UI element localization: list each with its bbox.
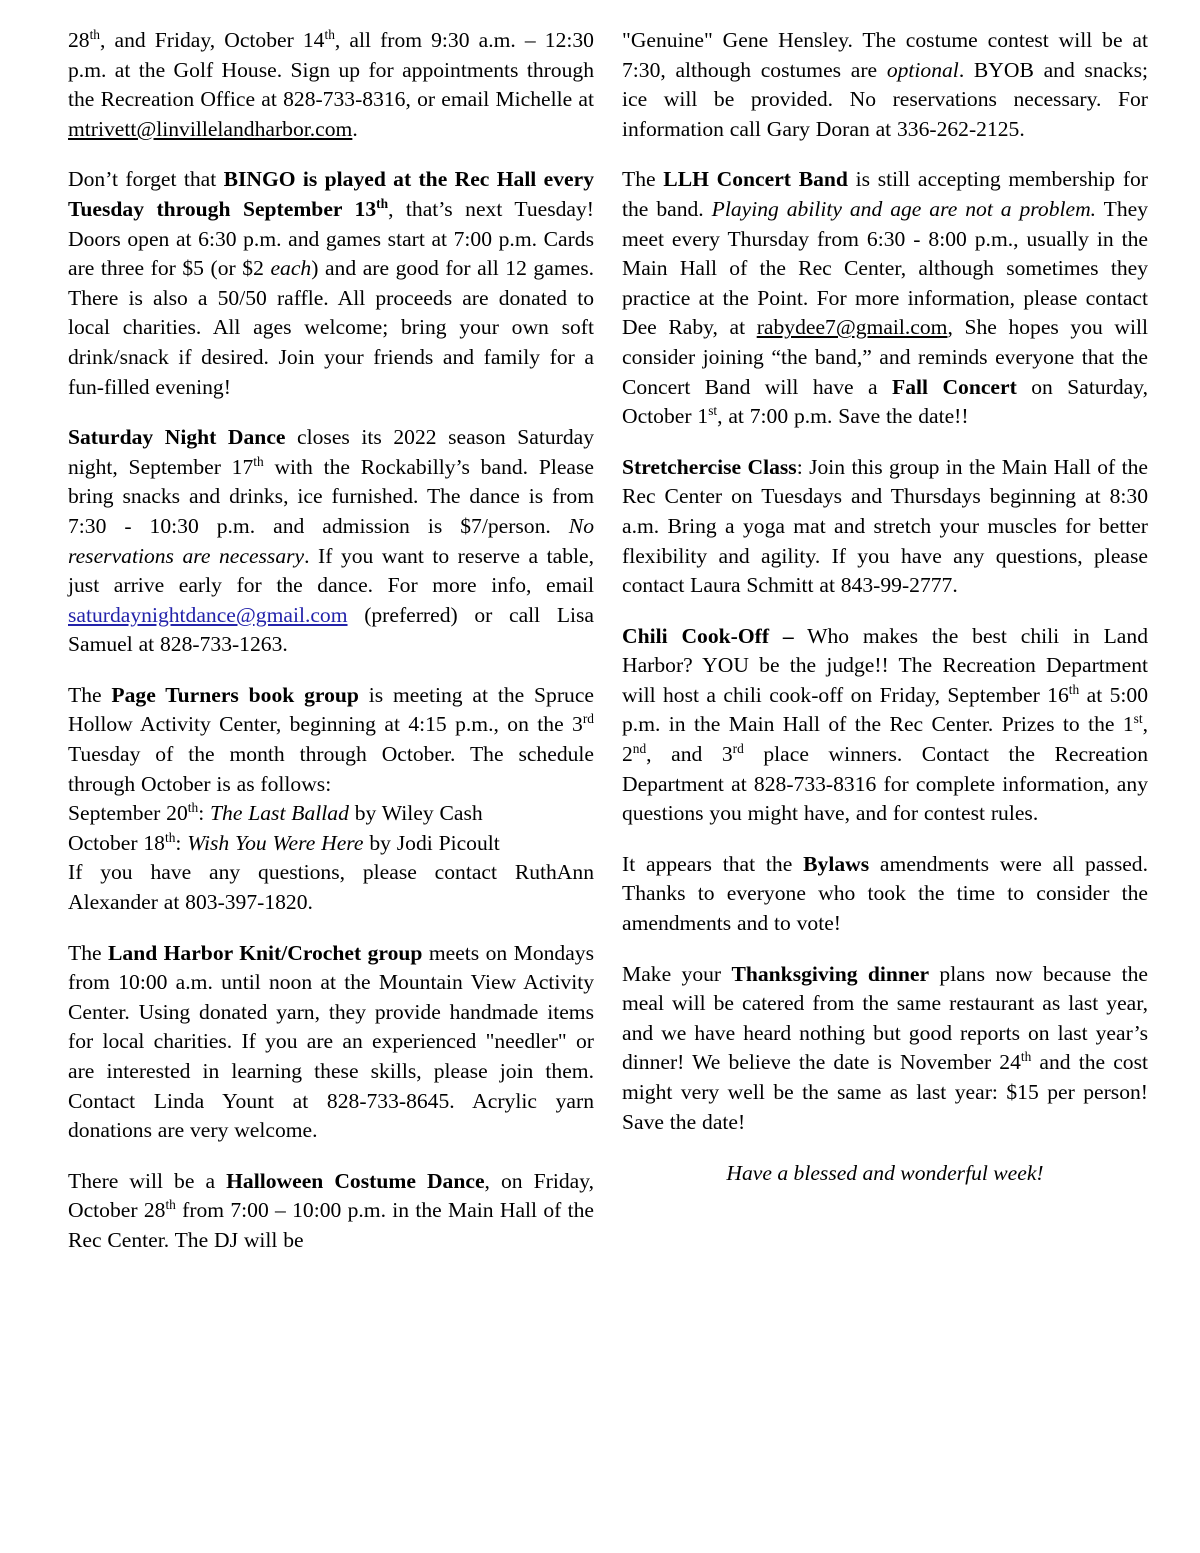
paragraph-page-turners-october: October 18th: Wish You Were Here by Jodi Picoult [68,829,500,855]
paragraph-bylaws: It appears that the Bylaws amendments were all passed. Thanks to everyone who took the time to consider the amendments and to vote! [622,851,1148,936]
right-column [622,26,1148,1189]
paragraph-saturday-night-dance: Saturday Night Dance closes its 2022 season Saturday night, September 17th with the Rockabilly’s band. Please bring snacks and drinks, ice furnished. The dance is from 7:30 - 10:30 p.m. and admission is $7/person. No reservations are necessary. If you want to reserve a table, just arrive early for the dance. For more info, email saturdaynightdance@gmail.com (preferred) or call Lisa Samuel at 828-733-1263. [68,425,594,657]
left-column [68,26,594,1277]
paragraph-golf-house-signup: 28th, and Friday, October 14th, all from 9:30 a.m. – 12:30 p.m. at the Golf House. Sign up for appointments through the Recreation Office at 828-733-8316, or email Michelle at mtrivett@linvillelandharbor.com. [68,26,594,141]
paragraph-llh-concert-band: The LLH Concert Band is still accepting membership for the band. Playing ability and age are not a problem. They meet every Thursday from 6:30 - 8:00 p.m., usually in the Main Hall of the Rec Center, although sometimes they practice at the Point. For more information, please contact Dee Raby, at rabydee7@gmail.com, She hopes you will consider joining “the band,” and reminds everyone that the Concert Band will have a Fall Concert on Saturday, October 1st, at 7:00 p.m. Save the date!! [622,167,1149,429]
email-link[interactable]: saturdaynightdance@gmail.com [68,602,348,627]
paragraph-chili-cook-off: Chili Cook-Off – Who makes the best chili in Land Harbor? YOU be the judge!! The Recreation Department will host a chili cook-off on Friday, September 16th at 5:00 p.m. in the Main Hall of the Rec Center. Prizes to the 1st, 2nd, and 3rd place winners. Contact the Recreation Department at 828-733-8316 for complete information, any questions you might have, and for contest rules. [622,623,1149,826]
paragraph-halloween-dance-continued: "Genuine" Gene Hensley. The costume contest will be at 7:30, although costumes are optional. BYOB and snacks; ice will be provided. No reservations necessary. For information call Gary Doran at 336-262-2125. [622,28,1149,141]
paragraph-stretchercise-class: Stretchercise Class: Join this group in the Main Hall of the Rec Center on Tuesdays and Thursdays beginning at 8:30 a.m. Bring a yoga mat and stretch your muscles for better flexibility and agility. If you have any questions, please contact Laura Schmitt at 843-99-2777. [622,454,1148,598]
paragraph-thanksgiving-dinner: Make your Thanksgiving dinner plans now because the meal will be catered from the same restaurant as last year, and we have heard nothing but good reports on last year’s dinner! We believe the date is November 24th and the cost might very well be the same as last year: $15 per person! Save the date! [622,961,1149,1134]
paragraph-knit-crochet: The Land Harbor Knit/Crochet group meets on Mondays from 10:00 a.m. until noon at the Mountain View Activity Center. Using donated yarn, they provide handmade items for local charities. If you are an experienced "needler" or are interested in learning these skills, please join them. Contact Linda Yount at 828-733-8645. Acrylic yarn donations are very welcome. [68,940,594,1143]
email-link[interactable]: rabydee7@gmail.com [756,315,948,340]
closing-line: Have a blessed and wonderful week! [726,1161,1044,1186]
paragraph-page-turners-september: September 20th: The Last Ballad by Wiley Cash [68,800,483,826]
paragraph-halloween-costume-dance: There will be a Halloween Costume Dance, on Friday, October 28th from 7:00 – 10:00 p.m. in the Main Hall of the Rec Center. The DJ will be [68,1168,594,1252]
paragraph-page-turners-intro: The Page Turners book group is meeting at the Spruce Hollow Activity Center, beginning at 4:15 p.m., on the 3rd Tuesday of the month through October. The schedule through October is as follows: [68,682,595,796]
paragraph-page-turners-contact: If you have any questions, please contact RuthAnn Alexander at 803-397-1820. [68,860,594,915]
email-link[interactable]: mtrivett@linvillelandharbor.com [68,116,353,141]
two-column-body [68,26,1149,1277]
paragraph-bingo: Don’t forget that BINGO is played at the Rec Hall every Tuesday through September 13th, that’s next Tuesday! Doors open at 6:30 p.m. and games start at 7:00 p.m. Cards are three for $5 (or $2 each) and are good for all 12 games. There is also a 50/50 raffle. All proceeds are donated to local charities. All ages welcome; bring your own soft drink/snack if desired. Join your friends and family for a fun-filled evening! [68,167,594,399]
